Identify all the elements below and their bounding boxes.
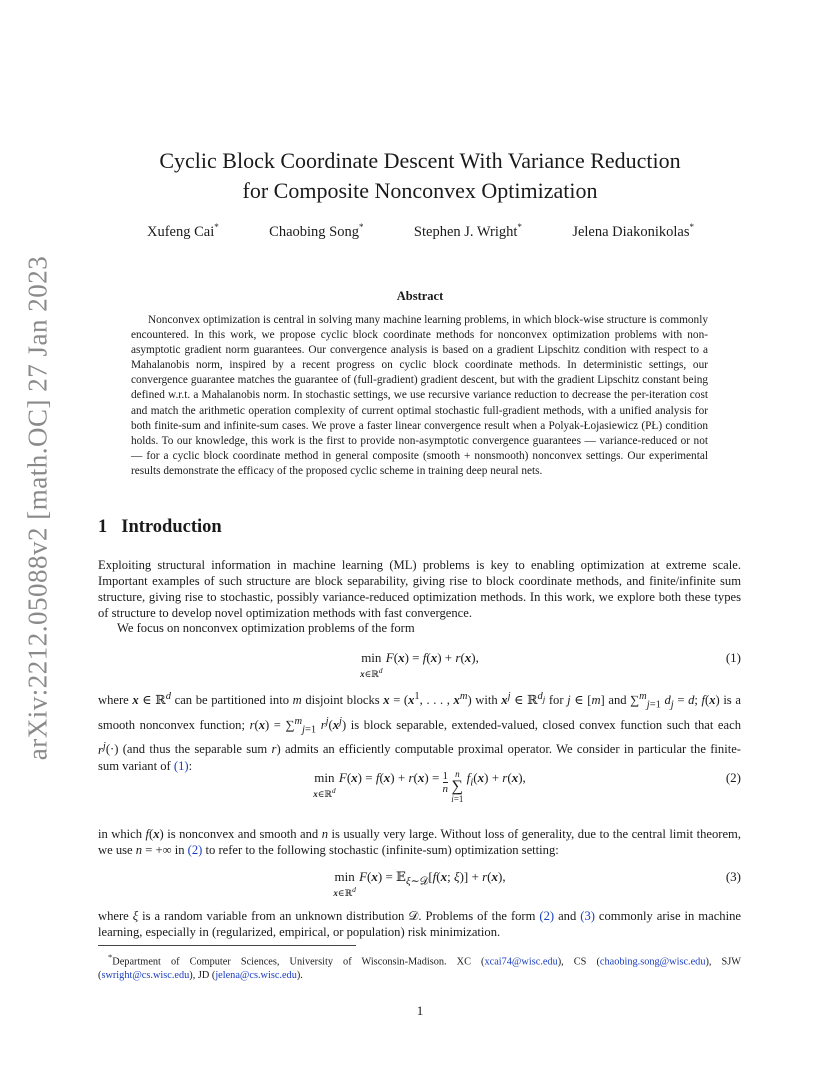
email-link[interactable]: chaobing.song@wisc.edu — [599, 956, 706, 968]
arxiv-sidebar-stamp — [16, 255, 60, 761]
author: Chaobing Song* — [269, 222, 364, 240]
intro-paragraph-4: in which f(x) is nonconvex and smooth and n is usually very large. Without loss of generality, due to the central limit theorem, we use n = +∞ in (2) to refer to the following stochastic (infinite-sum) optimization setting: — [98, 827, 741, 857]
equation-reference[interactable]: (1) — [173, 758, 189, 773]
section-title: Introduction — [121, 517, 222, 537]
equation-reference[interactable]: (3) — [580, 909, 595, 923]
intro-paragraph-2: We focus on nonconvex optimization problems of the form — [117, 621, 415, 635]
abstract-text: Nonconvex optimization is central in solving many machine learning problems, in which block-wise structure is commonly encountered. In this work, we propose cyclic block coordinate methods for nonconvex optimization problems with non-asymptotic gradient norm guarantees. Our convergence analysis is based on a gradient Lipschitz condition with respect to a Mahalanobis norm, inspired by a recent progress on cyclic block coordinate methods. In deterministic settings, our convergence guarantee matches the guarantee of (full-gradient) gradient descent, but with the gradient Lipschitz constant being defined w.r.t. a Mahalanobis norm. In stochastic settings, we use recursive variance reduction to decrease the per-iteration cost and match the arithmetic operation complexity of current optimal stochastic full-gradient methods, with a unified analysis for both finite-sum and infinite-sum cases. We prove a faster linear convergence result when a Polyak-Łojasiewicz (PŁ) condition holds. To our knowledge, this work is the first to provide non-asymptotic convergence guarantees — variance-reduced or not — for a cyclic block coordinate method in general composite (smooth + nonsmooth) nonconvex settings. Our experimental results demonstrate the efficacy of the proposed cyclic scheme in training deep neural nets. — [131, 314, 708, 477]
footnote: *Department of Computer Sciences, University of Wisconsin-Madison. XC (xcai74@wisc.edu), CS (chaobing.song@wisc.edu), SJW (swright@cs.wisc.edu), JD (jelena@cs.wisc.edu). — [98, 952, 742, 981]
title-line-2: for Composite Nonconvex Optimization — [242, 178, 598, 203]
arxiv-identifier: arXiv:2212.05088v2 [math.OC] 27 Jan 2023 — [22, 255, 53, 761]
abstract-heading: Abstract — [396, 289, 444, 303]
email-link[interactable]: xcai74@wisc.edu — [484, 956, 558, 968]
equation-number: (3) — [725, 869, 741, 884]
intro-paragraph-5: where ξ is a random variable from an unknown distribution 𝒟. Problems of the form (2) and (3) commonly arise in machine learning, especially in (regularized, empirical, or population) risk minimization. — [98, 909, 741, 939]
equation-number: (1) — [725, 650, 741, 665]
author-list — [100, 222, 740, 241]
author: Jelena Diakonikolas* — [572, 222, 694, 240]
intro-paragraph-1: Exploiting structural information in machine learning (ML) problems is key to enabling optimization at extreme scale. Important examples of such structure are block separability, giving rise to block coordinate methods, and finite/infinite sum structure, giving rise to stochastic, possibly variance-reduced optimization methods. In this work, we explore both these types of structure to develop novel optimization methods with fast convergence. — [98, 558, 741, 620]
title-line-1: Cyclic Block Coordinate Descent With Variance Reduction — [159, 148, 681, 173]
intro-paragraph-3: where x ∈ ℝ$^d$ can be partitioned into m disjoint blocks $x = (x^1$, . . . , $x^m$) with $x^j$ ∈ ℝ$^{d_j}$ for j ∈ [m] and ∑$^m_{j=1}$ $d_j = d$; f(x) is a smooth nonconvex function; r(x) = ∑$^m_{j=1}$ $r^j(x^j)$ is block separable, extended-valued, closed convex function such that each $r^j(\cdot)$ (and thus the separable sum r) admits an efficiently computable proximal operator. We consider in particular the finite-sum variant of (1): — [98, 691, 742, 773]
equation-2: min x∈ℝ$^d$ F(x) = f(x) + r(x) = 1 n n ∑ i=1 $f_i(x) + r(x)$, (2) — [313, 769, 741, 804]
section-number: 1 — [98, 517, 108, 537]
equation-reference[interactable]: (2) — [539, 909, 555, 923]
equation-reference[interactable]: (2) — [187, 843, 203, 857]
email-link[interactable]: swright@cs.wisc.edu — [101, 969, 190, 981]
equation-3: min x∈ℝ$^d$ F(x) = 𝔼$_{\xi\sim 𝒟}$[f(x; ξ)] + r(x), (3) — [333, 869, 741, 898]
paper-title — [100, 146, 740, 206]
equation-1: min x∈ℝ$^d$ F(x) = f(x) + r(x), (1) — [360, 650, 741, 679]
page-number: 1 — [416, 1003, 424, 1018]
equation-number: (2) — [725, 770, 741, 785]
author: Xufeng Cai* — [147, 222, 219, 240]
email-link[interactable]: jelena@cs.wisc.edu — [215, 969, 297, 981]
author: Stephen J. Wright* — [413, 222, 522, 240]
footnote-rule — [98, 945, 356, 946]
section-heading — [98, 517, 222, 538]
